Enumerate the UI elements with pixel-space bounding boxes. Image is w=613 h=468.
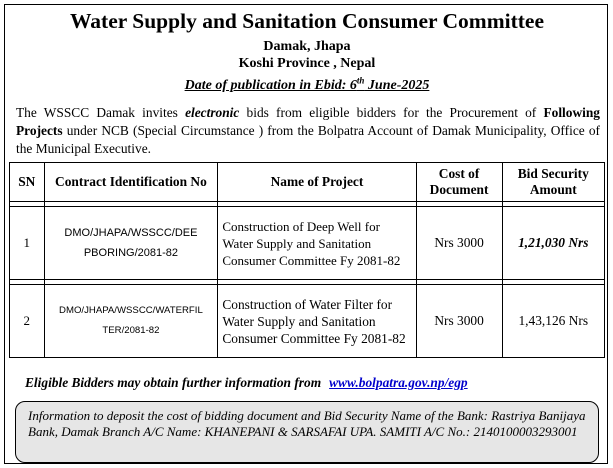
contract-line-1: DMO/JHAPA/WSSCC/DEE [64, 227, 198, 239]
row-cost: Nrs 3000 [416, 207, 502, 280]
header-cost: Cost of Document [416, 163, 502, 202]
row-cost: Nrs 3000 [416, 285, 502, 358]
header-contract: Contract Identification No [44, 163, 218, 202]
table-row [10, 285, 605, 358]
bolpatra-link[interactable]: www.bolpatra.gov.np/egp [329, 375, 468, 390]
row-project-name: Construction of Water Filter for Water Supply and Sanitation Consumer Committee Fy 2081-82 [218, 285, 416, 358]
row-sn: 2 [10, 285, 45, 358]
intro-part-1: The WSSCC Damak invites [16, 105, 186, 120]
publication-date [5, 75, 609, 94]
bank-info-box: Information to deposit the cost of bidding document and Bid Security Name of the Bank: Rastriya Banijaya Bank, Damak Branch A/C Name: KHANEPANI & SARSAFAI UPA. SAMITI A/C No.: 2140100003293001 [15, 401, 599, 463]
row-contract-id [44, 207, 218, 280]
pub-date-prefix: Date of publication in Ebid: 6 [184, 77, 357, 93]
intro-part-5: under NCB (Special Circumstance ) from the Bolpatra Account of Damak Municipality, Office of the Municipal Executive. [16, 123, 600, 156]
row-contract-id [44, 285, 218, 358]
intro-part-3: bids from eligible bidders for the Procurement of [239, 105, 544, 120]
header-sn: SN [10, 163, 45, 202]
header-bid: Bid Security Amount [502, 163, 604, 202]
table-row [10, 207, 605, 280]
pub-date-sup: th [356, 75, 365, 85]
location-line: Damak, Jhapa [263, 39, 351, 54]
notice-page [4, 4, 608, 464]
row-bid-security: 1,21,030 Nrs [502, 207, 604, 280]
contract-line-2: TER/2081-82 [102, 325, 160, 336]
row-project-name: Construction of Deep Well for Water Supply and Sanitation Consumer Committee Fy 2081-82 [218, 207, 416, 280]
pub-date-suffix: June-2025 [364, 77, 430, 93]
intro-paragraph [16, 104, 600, 158]
projects-table [9, 162, 605, 358]
table-header-row [10, 163, 605, 202]
province-line: Koshi Province , Nepal [238, 56, 376, 71]
row-bid-security: 1,43,126 Nrs [502, 285, 604, 358]
intro-electronic: electronic [185, 105, 240, 120]
committee-title: Water Supply and Sanitation Consumer Committee [69, 9, 545, 33]
contract-line-2: PBORING/2081-82 [83, 247, 178, 259]
eligible-bidders-line [25, 375, 468, 391]
contract-line-1: DMO/JHAPA/WSSCC/WATERFIL [59, 305, 203, 316]
row-sn: 1 [10, 207, 45, 280]
intro-following-projects: Following Projects [16, 105, 600, 138]
header-name: Name of Project [218, 163, 416, 202]
eligible-text: Eligible Bidders may obtain further information from [25, 375, 322, 390]
